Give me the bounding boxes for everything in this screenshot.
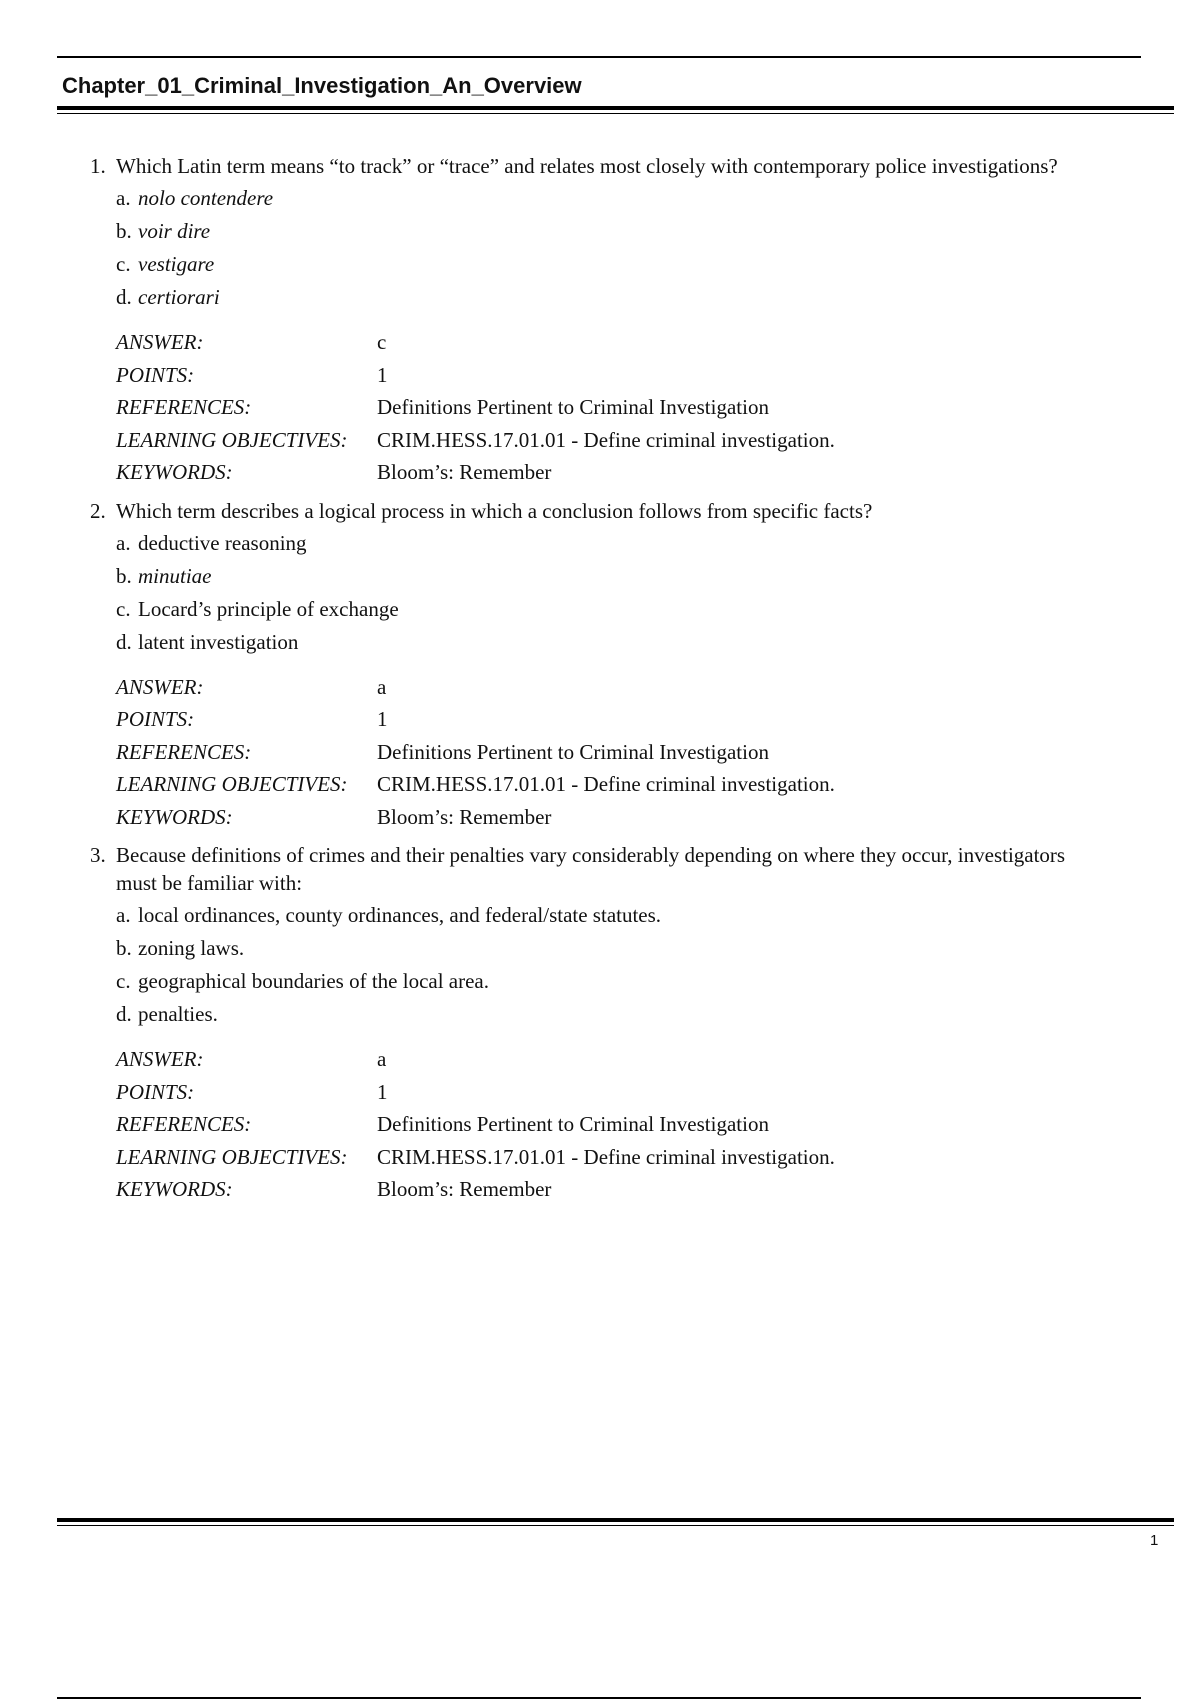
meta-value: 1 [377, 1079, 388, 1104]
meta-value: Bloom’s: Remember [377, 804, 552, 829]
option-text: vestigare [138, 252, 215, 276]
option-item [116, 899, 1110, 932]
chapter-title: Chapter_01_Criminal_Investigation_An_Overview [62, 73, 582, 98]
meta-label: LEARNING OBJECTIVES: [116, 1144, 348, 1169]
meta-row-objectives [116, 424, 1110, 457]
question-stem [90, 497, 1110, 525]
meta-value: Definitions Pertinent to Criminal Investigation [377, 395, 769, 419]
meta-label: POINTS: [116, 707, 195, 731]
meta-row-objectives [116, 1141, 1110, 1174]
option-letter: b. [116, 219, 132, 243]
meta-value: CRIM.HESS.17.01.01 - Define criminal investigation. [377, 427, 835, 452]
option-text: deductive reasoning [138, 530, 307, 555]
meta-label: LEARNING OBJECTIVES: [116, 772, 348, 796]
option-item [116, 626, 1110, 659]
option-item [116, 932, 1110, 965]
meta-label: ANSWER: [116, 1047, 204, 1071]
option-letter: c. [116, 252, 131, 276]
option-letter: a. [116, 186, 131, 210]
question-stem [90, 841, 1110, 897]
meta-value: Definitions Pertinent to Criminal Investigation [377, 1112, 769, 1136]
option-item [116, 248, 1110, 281]
top-divider [57, 56, 1141, 58]
option-list [116, 527, 1110, 659]
option-text: local ordinances, county ordinances, and federal/state statutes. [138, 903, 662, 927]
answer-metadata [116, 671, 1110, 834]
meta-row-keywords [116, 456, 1110, 489]
option-letter: d. [116, 629, 132, 654]
option-item [116, 593, 1110, 626]
header-rule [57, 106, 1174, 116]
meta-label: POINTS: [116, 1079, 195, 1104]
meta-row-references [116, 736, 1110, 769]
option-text: Locard’s principle of exchange [138, 596, 399, 621]
option-list [116, 182, 1110, 314]
question-list [90, 152, 1110, 1214]
question-number: 3. [90, 843, 106, 867]
meta-value: 1 [377, 362, 388, 387]
option-letter: a. [116, 530, 131, 555]
option-item [116, 965, 1110, 998]
question-text: Because definitions of crimes and their penalties vary considerably depending on where they occur, investigators must be familiar with: [116, 843, 1066, 895]
option-letter: d. [116, 285, 132, 309]
meta-label: ANSWER: [116, 674, 204, 699]
option-letter: b. [116, 936, 132, 960]
question-stem [90, 152, 1110, 180]
meta-value: CRIM.HESS.17.01.01 - Define criminal investigation. [377, 1144, 835, 1169]
meta-row-answer [116, 326, 1110, 359]
question-number: 2. [90, 498, 106, 523]
option-text: nolo contendere [138, 186, 274, 210]
meta-label: REFERENCES: [116, 739, 252, 764]
option-text: voir dire [138, 219, 211, 243]
option-list [116, 899, 1110, 1031]
meta-row-keywords [116, 1173, 1110, 1206]
meta-value: 1 [377, 707, 388, 731]
answer-metadata [116, 1043, 1110, 1206]
question [90, 497, 1110, 834]
option-text: latent investigation [138, 629, 299, 654]
meta-value: c [377, 330, 387, 354]
question-text: Which term describes a logical process in which a conclusion follows from specific facts? [116, 498, 873, 523]
question-number: 1. [90, 154, 106, 178]
meta-row-answer [116, 1043, 1110, 1076]
question [90, 841, 1110, 1206]
meta-row-points [116, 703, 1110, 736]
option-text: certiorari [138, 285, 220, 309]
meta-row-points [116, 1076, 1110, 1109]
meta-value: a [377, 1047, 387, 1071]
option-letter: a. [116, 903, 131, 927]
meta-value: a [377, 674, 387, 699]
page-number: 1 [1150, 1532, 1159, 1549]
meta-row-answer [116, 671, 1110, 704]
meta-label: KEYWORDS: [116, 460, 233, 484]
option-item [116, 182, 1110, 215]
meta-label: KEYWORDS: [116, 1177, 233, 1201]
meta-label: REFERENCES: [116, 395, 252, 419]
option-item [116, 998, 1110, 1031]
option-item [116, 527, 1110, 560]
meta-row-references [116, 391, 1110, 424]
meta-label: LEARNING OBJECTIVES: [116, 427, 348, 452]
option-text: penalties. [138, 1002, 218, 1026]
option-letter: c. [116, 969, 131, 993]
option-text: minutiae [138, 563, 212, 588]
bottom-divider [57, 1697, 1141, 1699]
option-item [116, 281, 1110, 314]
meta-label: REFERENCES: [116, 1112, 252, 1136]
meta-value: Bloom’s: Remember [377, 460, 552, 484]
option-letter: b. [116, 563, 132, 588]
meta-row-points [116, 359, 1110, 392]
meta-row-references [116, 1108, 1110, 1141]
option-text: zoning laws. [138, 936, 245, 960]
meta-value: CRIM.HESS.17.01.01 - Define criminal investigation. [377, 772, 835, 796]
meta-label: POINTS: [116, 362, 195, 387]
meta-label: ANSWER: [116, 330, 204, 354]
option-item [116, 560, 1110, 593]
question-text: Which Latin term means “to track” or “trace” and relates most closely with contemporary police investigations? [116, 154, 1058, 178]
footer-rule [57, 1518, 1174, 1528]
question [90, 152, 1110, 489]
option-item [116, 215, 1110, 248]
meta-value: Definitions Pertinent to Criminal Investigation [377, 739, 769, 764]
meta-row-objectives [116, 768, 1110, 801]
option-letter: d. [116, 1002, 132, 1026]
option-text: geographical boundaries of the local area. [138, 969, 490, 993]
option-letter: c. [116, 596, 131, 621]
meta-row-keywords [116, 801, 1110, 834]
answer-metadata [116, 326, 1110, 489]
meta-value: Bloom’s: Remember [377, 1177, 552, 1201]
meta-label: KEYWORDS: [116, 804, 233, 829]
